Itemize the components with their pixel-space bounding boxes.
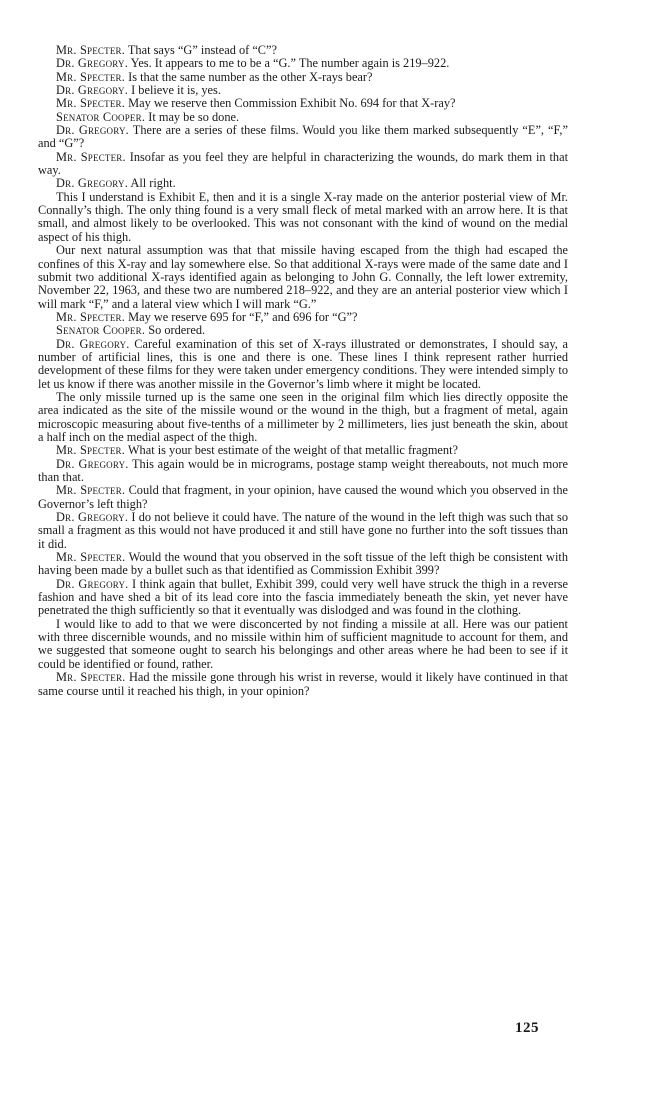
page-number: 125 bbox=[515, 1020, 539, 1036]
speaker: Mr. Specter. bbox=[56, 149, 126, 164]
speaker: Dr. Gregory. bbox=[56, 56, 128, 71]
paragraph-text: May we reserve 695 for “F,” and 696 for “G”? bbox=[128, 309, 358, 324]
speaker: Mr. Specter. bbox=[56, 550, 126, 565]
paragraph-text: So ordered. bbox=[148, 323, 206, 338]
paragraph bbox=[38, 311, 568, 324]
paragraph-text: I think again that bullet, Exhibit 399, could very well have struck the thigh in a reverse fashion and have shed a bit of its lead core into the fascia immediately beneath the skin, yet never have penetrated the thigh sufficiently so that it eventually was dislodged and was found in the clothing. bbox=[38, 576, 568, 618]
paragraph bbox=[38, 671, 568, 698]
paragraph-text: Yes. It appears to me to be a “G.” The number again is 219–922. bbox=[130, 56, 450, 71]
paragraph-text: There are a series of these films. Would you like them marked subsequently “E”, “F,” and “G”? bbox=[38, 123, 568, 151]
testimony-text bbox=[38, 44, 568, 698]
paragraph bbox=[38, 57, 568, 70]
paragraph bbox=[38, 151, 568, 178]
speaker: Mr. Specter. bbox=[56, 670, 126, 685]
speaker: Senator Cooper. bbox=[56, 109, 146, 124]
paragraph-text: Had the missile gone through his wrist in reverse, would it likely have continued in that same course until it reached his thigh, in your opinion? bbox=[38, 670, 568, 698]
paragraph-text: Could that fragment, in your opinion, have caused the wound which you observed in the Governor’s left thigh? bbox=[38, 483, 568, 511]
paragraph bbox=[38, 44, 568, 57]
speaker: Dr. Gregory. bbox=[56, 510, 129, 525]
speaker: Senator Cooper. bbox=[56, 323, 146, 338]
paragraph-text: May we reserve then Commission Exhibit No. 694 for that X-ray? bbox=[128, 96, 456, 111]
speaker: Mr. Specter. bbox=[56, 309, 126, 324]
paragraph-text: I believe it is, yes. bbox=[131, 83, 221, 98]
paragraph bbox=[38, 444, 568, 457]
paragraph-text: Would the wound that you observed in the soft tissue of the left thigh be consistent with having been made by a bullet such as that identified as Commission Exhibit 399? bbox=[38, 550, 568, 578]
paragraph-text: Is that the same number as the other X-rays bear? bbox=[128, 69, 373, 84]
paragraph-text: It may be so done. bbox=[148, 109, 240, 124]
speaker: Dr. Gregory. bbox=[56, 576, 129, 591]
paragraph-text: Our next natural assumption was that that missile having escaped from the thigh had escaped the confines of this X-ray and lay somewhere else. So that additional X-rays were made of the same date and I submit two additional X-rays identified again as belonging to John G. Connally, the left lower extremity, November 22, 1963, and these two are numbered 218–922, and they are an anterial posterior view which I will mark “F,” and a lateral view which I will mark “G.” bbox=[38, 243, 568, 311]
paragraph bbox=[38, 191, 568, 244]
speaker: Dr. Gregory. bbox=[56, 83, 128, 98]
paragraph bbox=[38, 484, 568, 511]
paragraph bbox=[38, 551, 568, 578]
paragraph bbox=[38, 124, 568, 151]
paragraph-text: I do not believe it could have. The nature of the wound in the left thigh was such that so small a fragment as this would not have produced it and still have gone no further into the soft tissues than it did. bbox=[38, 510, 569, 551]
speaker: Mr. Specter. bbox=[56, 69, 126, 84]
speaker: Dr. Gregory. bbox=[56, 176, 128, 191]
paragraph bbox=[38, 97, 568, 110]
paragraph bbox=[38, 458, 568, 485]
speaker: Dr. Gregory. bbox=[56, 456, 129, 471]
paragraph-text: This again would be in micrograms, postage stamp weight thereabouts, not much more than that. bbox=[38, 456, 568, 484]
speaker: Dr. Gregory. bbox=[56, 336, 130, 351]
paragraph-text: That says “G” instead of “C”? bbox=[127, 43, 277, 57]
speaker: Mr. Specter. bbox=[56, 43, 126, 57]
speaker: Mr. Specter. bbox=[56, 443, 126, 458]
paragraph bbox=[38, 177, 568, 190]
paragraph-text: Insofar as you feel they are helpful in characterizing the wounds, do mark them in that way. bbox=[38, 149, 568, 178]
paragraph bbox=[38, 111, 568, 124]
paragraph bbox=[38, 578, 568, 618]
paragraph bbox=[38, 391, 568, 444]
paragraph bbox=[38, 338, 568, 391]
paragraph-text: This I understand is Exhibit E, then and it is a single X-ray made on the anterior posterial view of Mr. Connally’s thigh. The only thing found is a very small fleck of metal marked with an arrow here. It is that small, and almost likely to be overlooked. This was not consonant with the kind of wound on the medial aspect of his thigh. bbox=[38, 189, 568, 244]
paragraph-text: The only missile turned up is the same one seen in the original film which lies directly opposite the area indicated as the site of the missile wound or the wound in the thigh, but a fragment of metal, again microscopic measuring about five-tenths of a millimeter by 2 millimeters, lies just beneath the skin, about a half inch on the medial aspect of the thigh. bbox=[38, 389, 568, 444]
paragraph bbox=[38, 71, 568, 84]
paragraph-text: What is your best estimate of the weight of that metallic fragment? bbox=[127, 443, 458, 458]
paragraph bbox=[38, 618, 568, 671]
paragraph-text: All right. bbox=[130, 176, 176, 191]
paragraph-text: I would like to add to that we were disconcerted by not finding a missile at all. Here was our patient with three discernible wounds, and no missile within him of sufficient magnitude to account for them, and we suggested that someone ought to search his belongings and other areas where he had been to see if it could be identified or found, rather. bbox=[38, 616, 568, 671]
paragraph bbox=[38, 244, 568, 311]
paragraph-text: Careful examination of this set of X-rays illustrated or demonstrates, I should say, a number of artificial lines, this is one and there is one. These lines I think represent rather hurried development of these films for they were taken under emergency conditions. They were intended simply to let us know if there was another missile in the Governor’s limb where it might be located. bbox=[38, 336, 568, 391]
paragraph bbox=[38, 84, 568, 97]
speaker: Mr. Specter. bbox=[56, 483, 126, 498]
paragraph bbox=[38, 324, 568, 337]
speaker: Dr. Gregory. bbox=[56, 123, 129, 138]
paragraph bbox=[38, 511, 568, 551]
speaker: Mr. Specter. bbox=[56, 96, 126, 111]
